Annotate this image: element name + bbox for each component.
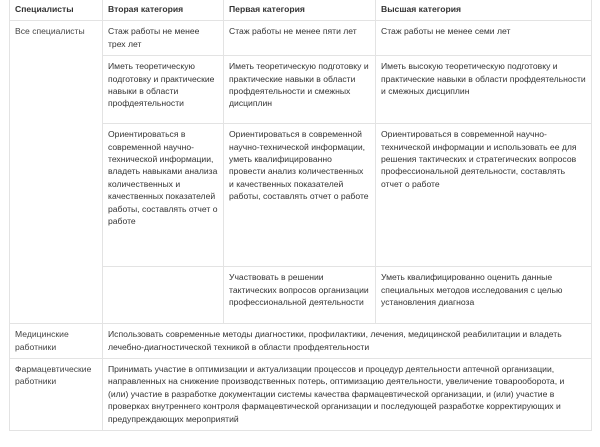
cell-first-category: Иметь теоретическую подготовку и практические навыки в области профдеятельности и смежных дисциплин <box>224 56 376 124</box>
pharma-workers-cell: Фармацевтические работники <box>10 359 103 431</box>
table-row-pharma <box>10 359 592 431</box>
cell-first-category: Стаж работы не менее пяти лет <box>224 21 376 56</box>
table-row-medical <box>10 324 592 359</box>
pharma-requirement-cell: Принимать участие в оптимизации и актуализации процессов и процедур деятельности аптечной организации, направленных на снижение производственных потерь, оптимизацию деятельности, увеличение товарооборота, и (или) участие в разработке документации системы качества фармацевтической организации, и (или) участие в проверках внутреннего контроля фармацевтической организации и последующей разработке корректирующих и предупреждающих мероприятий <box>103 359 592 431</box>
header-first-category: Первая категория <box>224 0 376 21</box>
table-row <box>10 21 592 56</box>
cell-first-category: Ориентироваться в современной научно-технической информации, уметь квалифицированно провести анализ количественных и качественных показателей работы, составлять отчет о работе <box>224 124 376 267</box>
table-header-row <box>10 0 592 21</box>
medical-workers-cell: Медицинские работники <box>10 324 103 359</box>
cell-second-category: Стаж работы не менее трех лет <box>103 21 224 56</box>
header-specialists: Специалисты <box>10 0 103 21</box>
cell-second-category: Иметь теоретическую подготовку и практические навыки в области профдеятельности <box>103 56 224 124</box>
cell-second-category: Ориентироваться в современной научно-технической информации, владеть навыками анализа количественных и качественных показателей работы, составлять отчет о работе <box>103 124 224 267</box>
cell-highest-category: Иметь высокую теоретическую подготовку и практические навыки в области профдеятельности и смежных дисциплин <box>376 56 592 124</box>
all-specialists-cell: Все специалисты <box>10 21 103 324</box>
category-requirements-table <box>9 0 592 431</box>
cell-highest-category: Ориентироваться в современной научно-технической информации и использовать ее для решения тактических и стратегических вопросов профессиональной деятельности, составлять отчет о работе <box>376 124 592 267</box>
cell-highest-category: Уметь квалифицированно оценить данные специальных методов исследования с целью установления диагноза <box>376 267 592 324</box>
header-second-category: Вторая категория <box>103 0 224 21</box>
header-highest-category: Высшая категория <box>376 0 592 21</box>
cell-second-category <box>103 267 224 324</box>
cell-highest-category: Стаж работы не менее семи лет <box>376 21 592 56</box>
cell-first-category: Участвовать в решении тактических вопросов организации профессиональной деятельности <box>224 267 376 324</box>
medical-requirement-cell: Использовать современные методы диагностики, профилактики, лечения, медицинской реабилитации и владеть лечебно-диагностической техникой в области профдеятельности <box>103 324 592 359</box>
